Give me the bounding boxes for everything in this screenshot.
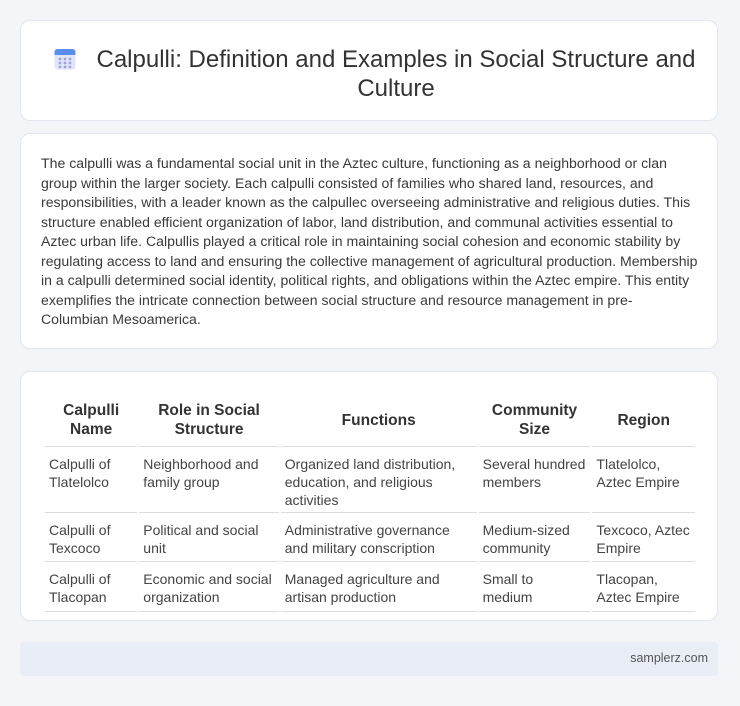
cell-region: Tlacopan, Aztec Empire xyxy=(592,564,695,612)
table-header-row xyxy=(45,394,695,447)
cell-role: Political and social unit xyxy=(139,515,278,562)
table-row xyxy=(45,449,695,513)
page-title: Calpulli: Definition and Examples in Social Structure and Culture xyxy=(96,46,696,102)
cell-functions: Organized land distribution, education, and religious activities xyxy=(281,449,477,513)
column-header-size: Community Size xyxy=(479,394,591,447)
cell-name: Calpulli of Texcoco xyxy=(45,515,137,562)
calpulli-table xyxy=(43,392,697,614)
calendar-icon xyxy=(53,47,77,71)
column-header-functions: Functions xyxy=(281,394,477,447)
description-text: The calpulli was a fundamental social unit in the Aztec culture, functioning as a neighborhood or clan group within the larger society. Each calpulli consisted of families who shared land, resources, and responsibilities, with a leader known as the calpullec overseeing administrative and religious duties. This structure enabled efficient organization of labor, land distribution, and communal activities essential to Aztec urban life. Calpullis played a critical role in maintaining social cohesion and economic stability by regulating access to land and ensuring the collective management of agricultural production. Membership in a calpulli determined social identity, political rights, and obligations within the Aztec empire. This entity exemplifies the intricate connection between social structure and resource management in pre-Columbian Mesoamerica. xyxy=(41,155,698,327)
cell-name: Calpulli of Tlacopan xyxy=(45,564,137,612)
table-row xyxy=(45,515,695,562)
cell-name: Calpulli of Tlatelolco xyxy=(45,449,137,513)
cell-size: Several hundred members xyxy=(479,449,591,513)
footer xyxy=(20,642,718,676)
cell-functions: Administrative governance and military conscription xyxy=(281,515,477,562)
cell-role: Neighborhood and family group xyxy=(139,449,278,513)
cell-size: Small to medium xyxy=(479,564,591,612)
cell-functions: Managed agriculture and artisan production xyxy=(281,564,477,612)
title-card xyxy=(20,20,718,121)
cell-role: Economic and social organization xyxy=(139,564,278,612)
cell-region: Tlatelolco, Aztec Empire xyxy=(592,449,695,513)
footer-site-link[interactable]: samplerz.com xyxy=(630,651,708,665)
cell-region: Texcoco, Aztec Empire xyxy=(592,515,695,562)
column-header-role: Role in Social Structure xyxy=(139,394,278,447)
table-card xyxy=(20,371,718,621)
table-row xyxy=(45,564,695,612)
column-header-name: Calpulli Name xyxy=(45,394,137,447)
column-header-region: Region xyxy=(592,394,695,447)
cell-size: Medium-sized community xyxy=(479,515,591,562)
description-card xyxy=(20,133,718,349)
